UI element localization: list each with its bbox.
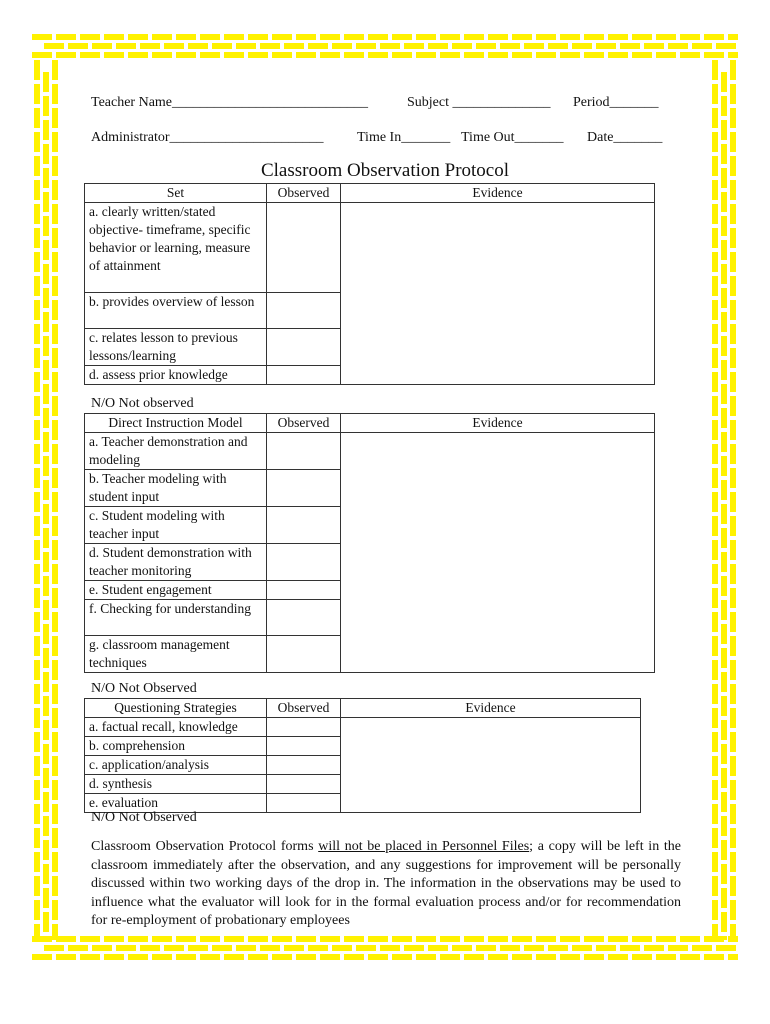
evidence-cell[interactable] xyxy=(341,203,655,385)
observed-cell[interactable] xyxy=(267,544,341,581)
evidence-header: Evidence xyxy=(341,184,655,203)
observed-header: Observed xyxy=(267,699,341,718)
questioning-note: N/O Not Observed xyxy=(91,810,197,825)
evidence-cell[interactable] xyxy=(341,433,655,673)
footer-paragraph xyxy=(91,838,681,931)
question-row-d: d. synthesis xyxy=(85,775,267,794)
observed-cell[interactable] xyxy=(267,366,341,385)
footer-underlined: will not be placed in Personnel Files xyxy=(318,839,530,854)
set-table xyxy=(84,183,655,385)
observed-cell[interactable] xyxy=(267,433,341,470)
observed-cell[interactable] xyxy=(267,718,341,737)
set-header: Set xyxy=(85,184,267,203)
date-field[interactable]: Date_______ xyxy=(587,130,663,145)
observed-cell[interactable] xyxy=(267,775,341,794)
set-row-b: b. provides overview of lesson xyxy=(85,293,267,329)
direct-row-g: g. classroom management techniques xyxy=(85,636,267,673)
questioning-table xyxy=(84,698,641,813)
observed-cell[interactable] xyxy=(267,293,341,329)
direct-row-d: d. Student demonstration with teacher monitoring xyxy=(85,544,267,581)
observed-header: Observed xyxy=(267,184,341,203)
direct-row-f: f. Checking for understanding xyxy=(85,600,267,636)
question-row-e: e. evaluation xyxy=(85,794,267,813)
administrator-field[interactable]: Administrator______________________ xyxy=(91,130,324,145)
direct-row-c: c. Student modeling with teacher input xyxy=(85,507,267,544)
observed-cell[interactable] xyxy=(267,737,341,756)
questioning-header: Questioning Strategies xyxy=(85,699,267,718)
observed-cell[interactable] xyxy=(267,507,341,544)
observed-cell[interactable] xyxy=(267,600,341,636)
period-field[interactable]: Period_______ xyxy=(573,95,659,110)
observed-cell[interactable] xyxy=(267,756,341,775)
direct-instruction-header: Direct Instruction Model xyxy=(85,414,267,433)
evidence-header: Evidence xyxy=(341,699,641,718)
observed-cell[interactable] xyxy=(267,636,341,673)
footer-lead: Classroom Observation Protocol forms xyxy=(91,839,319,854)
border-top xyxy=(32,32,738,66)
set-row-d: d. assess prior knowledge xyxy=(85,366,267,385)
observed-cell[interactable] xyxy=(267,470,341,507)
subject-field[interactable]: Subject ______________ xyxy=(407,95,551,110)
direct-row-b: b. Teacher modeling with student input xyxy=(85,470,267,507)
observed-cell[interactable] xyxy=(267,794,341,813)
border-bottom xyxy=(32,934,738,968)
set-row-c: c. relates lesson to previous lessons/learning xyxy=(85,329,267,366)
time-in-field[interactable]: Time In_______ xyxy=(357,130,451,145)
question-row-a: a. factual recall, knowledge xyxy=(85,718,267,737)
observed-cell[interactable] xyxy=(267,581,341,600)
question-row-c: c. application/analysis xyxy=(85,756,267,775)
direct-row-e: e. Student engagement xyxy=(85,581,267,600)
set-note: N/O Not observed xyxy=(91,396,194,411)
evidence-header: Evidence xyxy=(341,414,655,433)
footer-rest: ; a copy will be left in the classroom immediately after the observation, and any suggestions for improvement will be personally discussed within two working days of the drop in. The information in the observations may be used to influence what the evaluator will look for in the formal evaluation process and/or for recommendation for re-employment of probationary employees xyxy=(91,839,681,928)
teacher-name-field[interactable]: Teacher Name____________________________ xyxy=(91,95,369,110)
question-row-b: b. comprehension xyxy=(85,737,267,756)
set-row-a: a. clearly written/stated objective- timeframe, specific behavior or learning, measure of attainment xyxy=(85,203,267,293)
observed-header: Observed xyxy=(267,414,341,433)
observed-cell[interactable] xyxy=(267,203,341,293)
direct-note: N/O Not Observed xyxy=(91,681,197,696)
observed-cell[interactable] xyxy=(267,329,341,366)
evidence-cell[interactable] xyxy=(341,718,641,813)
time-out-field[interactable]: Time Out_______ xyxy=(461,130,564,145)
direct-instruction-table xyxy=(84,413,655,673)
page-title: Classroom Observation Protocol xyxy=(260,160,510,181)
border-left xyxy=(32,60,66,940)
direct-row-a: a. Teacher demonstration and modeling xyxy=(85,433,267,470)
border-right xyxy=(704,60,738,940)
